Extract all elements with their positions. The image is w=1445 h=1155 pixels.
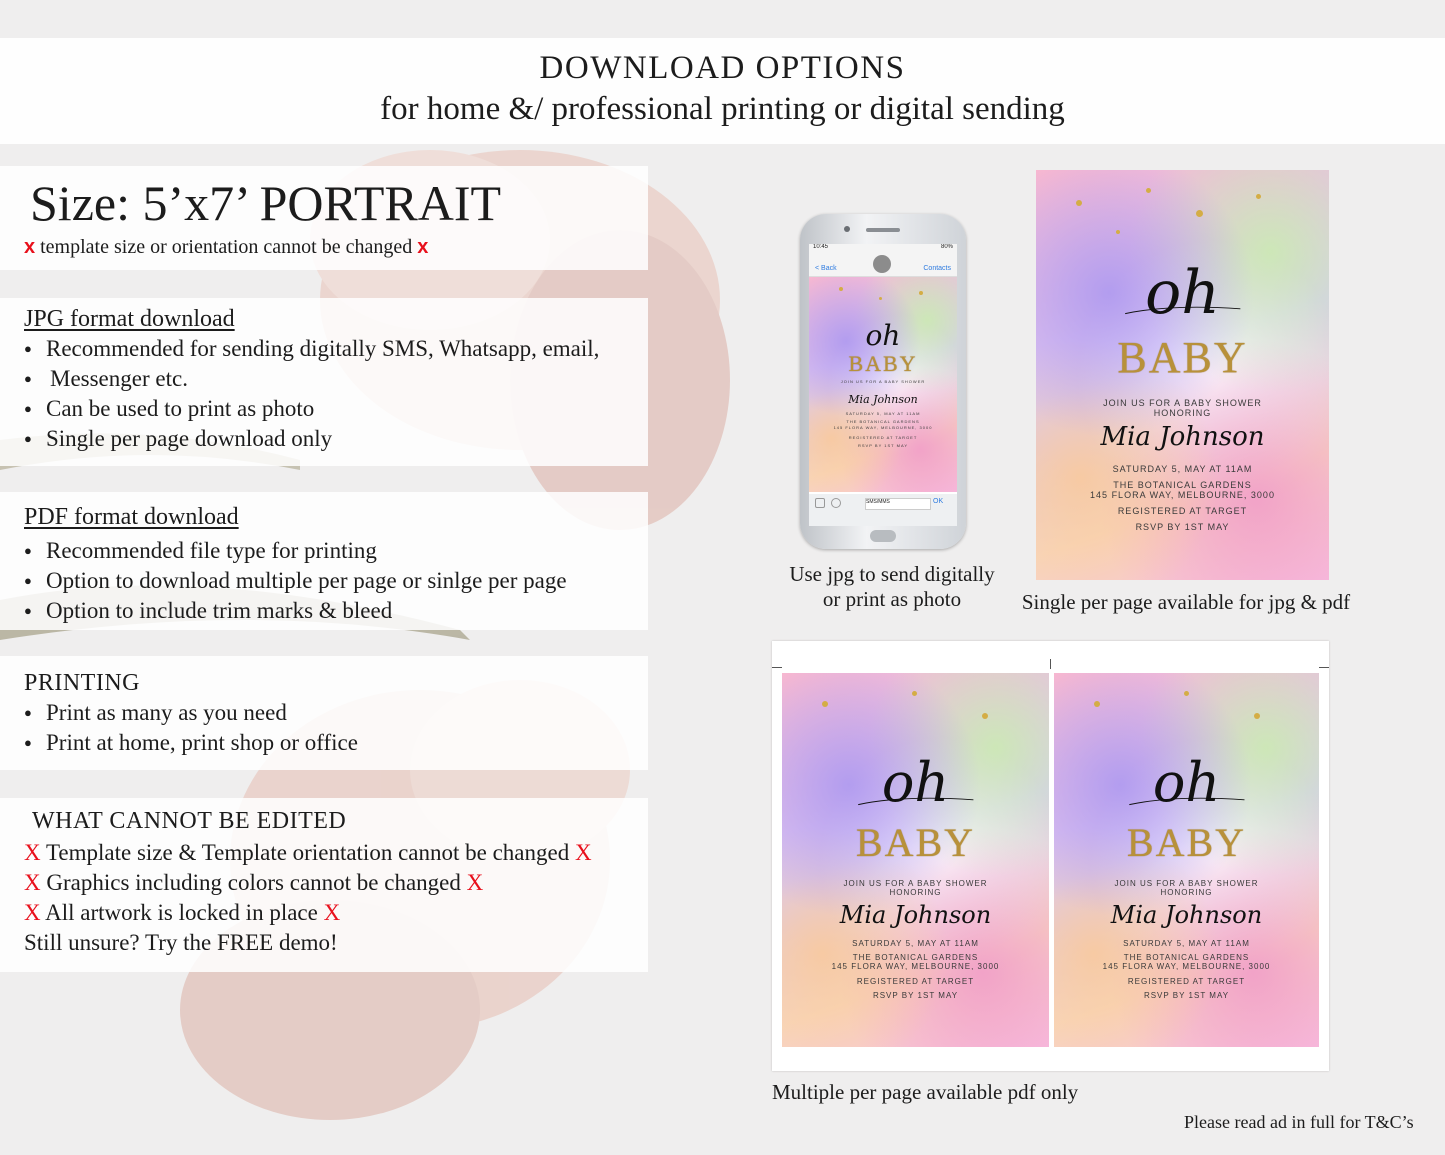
card-address: 145 FLORA WAY, MELBOURNE, 3000 [1102,962,1271,971]
message-input-bar [809,494,957,526]
card-baby: BABY [1126,820,1247,865]
pdf-panel [0,492,648,630]
ok-button[interactable]: OK [933,498,944,505]
sheet-invitation-card-left [782,673,1049,1047]
list-item: ● Single per page download only [24,424,599,454]
card-join: JOIN US FOR A BABY SHOWER [843,879,988,888]
page-subtitle: for home &/ professional printing or digital sending [380,91,1065,127]
size-note [24,236,428,259]
card-registry: REGISTERED AT TARGET [848,435,918,440]
x-mark-icon: x [417,236,429,258]
card-venue: THE BOTANICAL GARDENS [852,953,979,962]
card-baby: BABY [855,820,976,865]
card-address: 145 FLORA WAY, MELBOURNE, 3000 [831,962,1000,971]
x-mark-icon: X [574,840,592,865]
edit-title: WHAT CANNOT BE EDITED [32,808,347,834]
printing-list [24,698,358,758]
home-button [870,530,896,542]
header-banner [0,38,1445,144]
size-panel [0,166,648,270]
card-honoring: HONORING [889,888,942,897]
phone-invitation-card [809,277,957,492]
trim-mark [772,667,782,668]
card-date: SATURDAY 5, MAY AT 11AM [1112,464,1253,474]
contact-avatar-icon [873,255,891,273]
list-item: ● Option to include trim marks & bleed [24,596,567,626]
card-venue: THE BOTANICAL GARDENS [1113,480,1252,490]
card-venue: THE BOTANICAL GARDENS [1123,953,1250,962]
card-name: Mia Johnson [839,901,992,929]
x-mark-icon: X [24,840,41,865]
list-item: ● Recommended file type for printing [24,536,567,566]
list-item: ● Print at home, print shop or office [24,728,358,758]
pdf-list [24,536,567,626]
list-item: ● Can be used to print as photo [24,394,599,424]
edit-panel [0,798,648,972]
card-join: JOIN US FOR A BABY SHOWER [840,379,926,384]
edit-line: X Graphics including colors cannot be changed X [24,870,484,895]
single-caption: Single per page available for jpg & pdf [1021,590,1351,614]
phone-speaker [866,228,900,232]
printing-title: PRINTING [24,670,140,696]
x-mark-icon: X [466,870,484,895]
card-date: SATURDAY 5, MAY AT 11AM [852,939,979,948]
swash-decoration [793,795,1039,807]
camera-icon [815,498,825,508]
x-mark-icon: X [24,900,41,925]
jpg-list [24,334,599,454]
card-registry: REGISTERED AT TARGET [856,977,975,986]
phone-caption: Use jpg to send digitally or print as photo [789,562,995,611]
list-item-continuation: ● Messenger etc. [24,364,599,394]
card-join: JOIN US FOR A BABY SHOWER [1103,398,1262,408]
card-oh: oh [881,751,950,814]
card-oh: oh [865,319,901,352]
x-mark-icon: X [323,900,341,925]
sms-input[interactable]: SMS/MMS [865,498,931,510]
card-registry: REGISTERED AT TARGET [1127,977,1246,986]
jpg-panel [0,298,648,466]
trim-mark [1319,667,1329,668]
card-registry: REGISTERED AT TARGET [1117,506,1248,516]
single-invitation-card [1036,170,1329,580]
message-header [809,254,957,277]
jpg-title: JPG format download [24,306,235,332]
list-item: ● Print as many as you need [24,698,358,728]
status-bar [809,244,957,254]
footer-note: Please read ad in full for T&C’s [1184,1112,1414,1132]
edit-lines [24,838,592,958]
printing-panel [0,656,648,770]
card-honoring: HONORING [1153,408,1212,418]
card-name: Mia Johnson [1110,901,1263,929]
status-time: 10:45 [813,244,829,250]
size-title: Size: 5’x7’ PORTRAIT [30,175,502,231]
card-name: Mia Johnson [848,393,918,406]
card-baby: BABY [1117,333,1248,382]
card-venue: THE BOTANICAL GARDENS [846,419,920,424]
card-baby: BABY [848,351,918,376]
card-rsvp: RSVP BY 1ST MAY [1143,991,1230,1000]
size-note-text: template size or orientation cannot be changed [40,236,413,258]
edit-line: X All artwork is locked in place X [24,900,341,925]
print-sheet [772,641,1329,1071]
card-oh: oh [1145,258,1220,328]
back-link[interactable]: < Back [815,265,837,272]
swash-decoration [1065,795,1309,807]
emoji-icon [831,498,841,508]
card-rsvp: RSVP BY 1ST MAY [872,991,959,1000]
swash-decoration [1048,304,1318,316]
page-title: DOWNLOAD OPTIONS [539,50,906,86]
card-join: JOIN US FOR A BABY SHOWER [1114,879,1259,888]
card-honoring: HONORING [1160,888,1213,897]
sheet-invitation-card-right [1054,673,1319,1047]
card-oh: oh [1152,751,1221,814]
list-item: ● Recommended for sending digitally SMS, Whatsapp, email, [24,334,599,364]
card-name: Mia Johnson [1100,422,1265,452]
phone-screen [809,244,957,526]
trim-mark [1050,659,1051,669]
demo-note: Still unsure? Try the FREE demo! [24,930,338,955]
card-date: SATURDAY 5, MAY AT 11AM [1123,939,1250,948]
status-battery: 80% [940,244,953,250]
multiple-caption: Multiple per page available pdf only [772,1080,1079,1104]
x-mark-icon: x [24,236,36,258]
card-rsvp: RSVP BY 1ST MAY [857,443,909,448]
phone-mockup [800,214,966,549]
card-rsvp: RSVP BY 1ST MAY [1135,522,1230,532]
list-item: ● Option to download multiple per page or sinlge per page [24,566,567,596]
edit-line: X Template size & Template orientation cannot be changed X [24,840,592,865]
x-mark-icon: X [24,870,41,895]
card-address: 145 FLORA WAY, MELBOURNE, 3000 [833,425,933,430]
card-address: 145 FLORA WAY, MELBOURNE, 3000 [1090,490,1275,500]
contacts-link[interactable]: Contacts [923,265,951,272]
phone-camera-icon [844,226,850,232]
card-date: SATURDAY 5, MAY AT 11AM [845,411,921,416]
pdf-title: PDF format download [24,504,239,530]
